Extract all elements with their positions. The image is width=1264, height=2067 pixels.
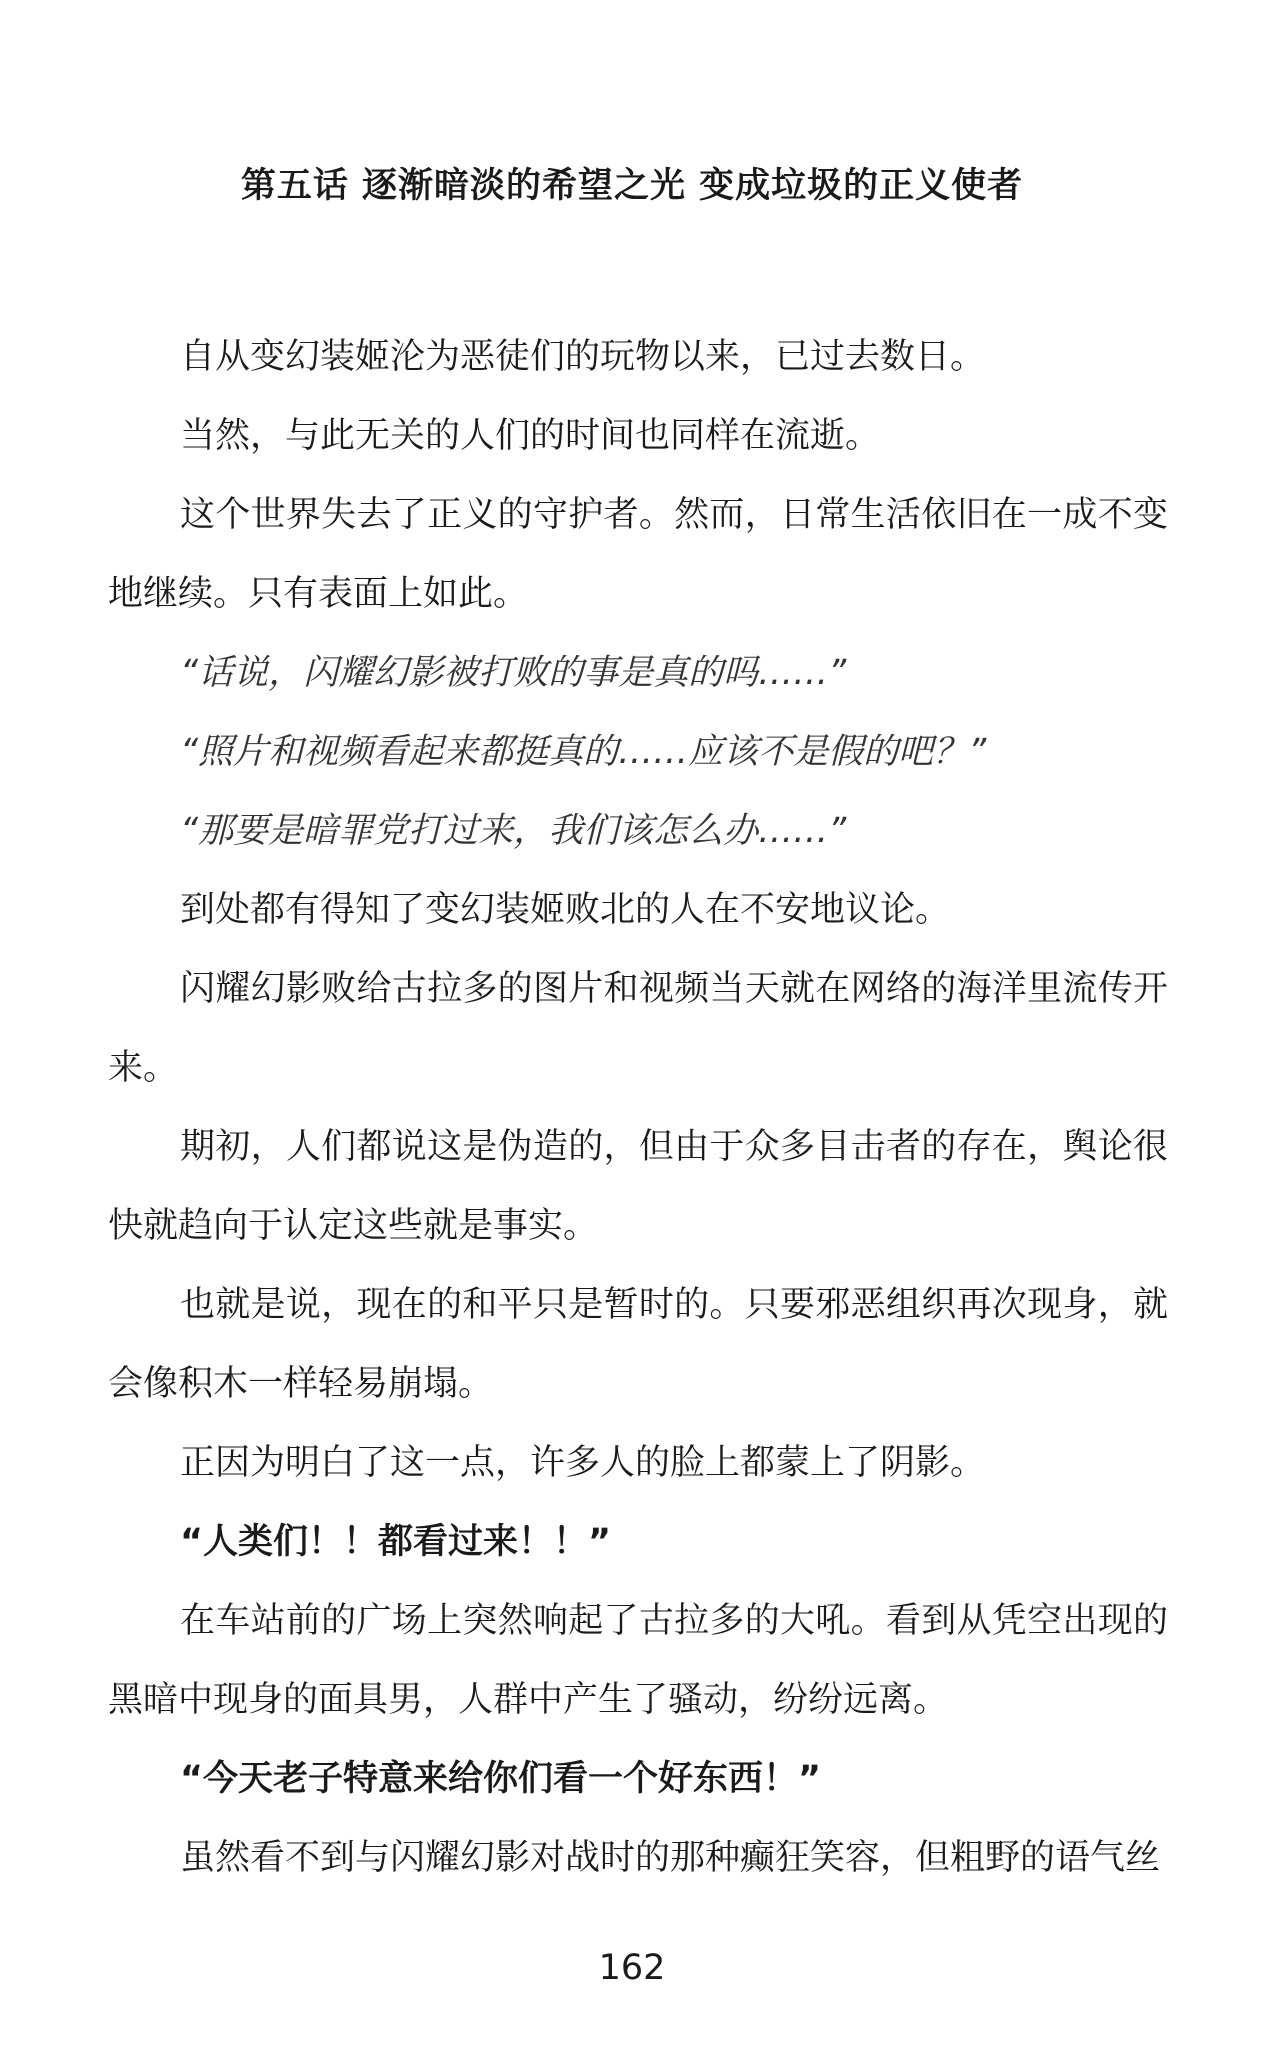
shout-line: “人类们！！都看过来！！” (180, 1522, 612, 1562)
paragraph: 当然，与此无关的人们的时间也同样在流逝。 (180, 416, 881, 456)
paragraph: 期初，人们都说这是伪造的，但由于众多目击者的存在，舆论很快就趋向于认定这些就是事实。 (108, 1127, 1168, 1246)
chapter-title: 第五话 逐渐暗淡的希望之光 变成垃圾的正义使者 (240, 166, 1024, 206)
paragraph: 这个世界失去了正义的守护者。然而，日常生活依旧在一成不变地继续。只有表面上如此。 (108, 495, 1168, 614)
dialogue-line: “那要是暗罪党打过来，我们该怎么办……” (180, 811, 847, 851)
paragraph: 也就是说，现在的和平只是暂时的。只要邪恶组织再次现身，就会像积木一样轻易崩塌。 (108, 1285, 1168, 1404)
dialogue-line: “照片和视频看起来都挺真的……应该不是假的吧？” (180, 732, 987, 772)
paragraph: 自从变幻装姬沦为恶徒们的玩物以来，已过去数日。 (180, 337, 986, 377)
paragraph: 闪耀幻影败给古拉多的图片和视频当天就在网络的海洋里流传开来。 (108, 969, 1168, 1088)
body-text (108, 318, 1168, 1898)
paragraph: 虽然看不到与闪耀幻影对战时的那种癫狂笑容，但粗野的语气丝 (180, 1838, 1161, 1878)
paragraph: 在车站前的广场上突然响起了古拉多的大吼。看到从凭空出现的黑暗中现身的面具男，人群中产生了骚动，纷纷远离。 (108, 1601, 1168, 1720)
page-number: 162 (598, 1948, 666, 1988)
dialogue-line: “话说，闪耀幻影被打败的事是真的吗……” (180, 653, 847, 693)
paragraph: 到处都有得知了变幻装姬败北的人在不安地议论。 (180, 890, 951, 930)
paragraph: 正因为明白了这一点，许多人的脸上都蒙上了阴影。 (180, 1443, 986, 1483)
shout-line: “今天老子特意来给你们看一个好东西！” (180, 1759, 822, 1799)
